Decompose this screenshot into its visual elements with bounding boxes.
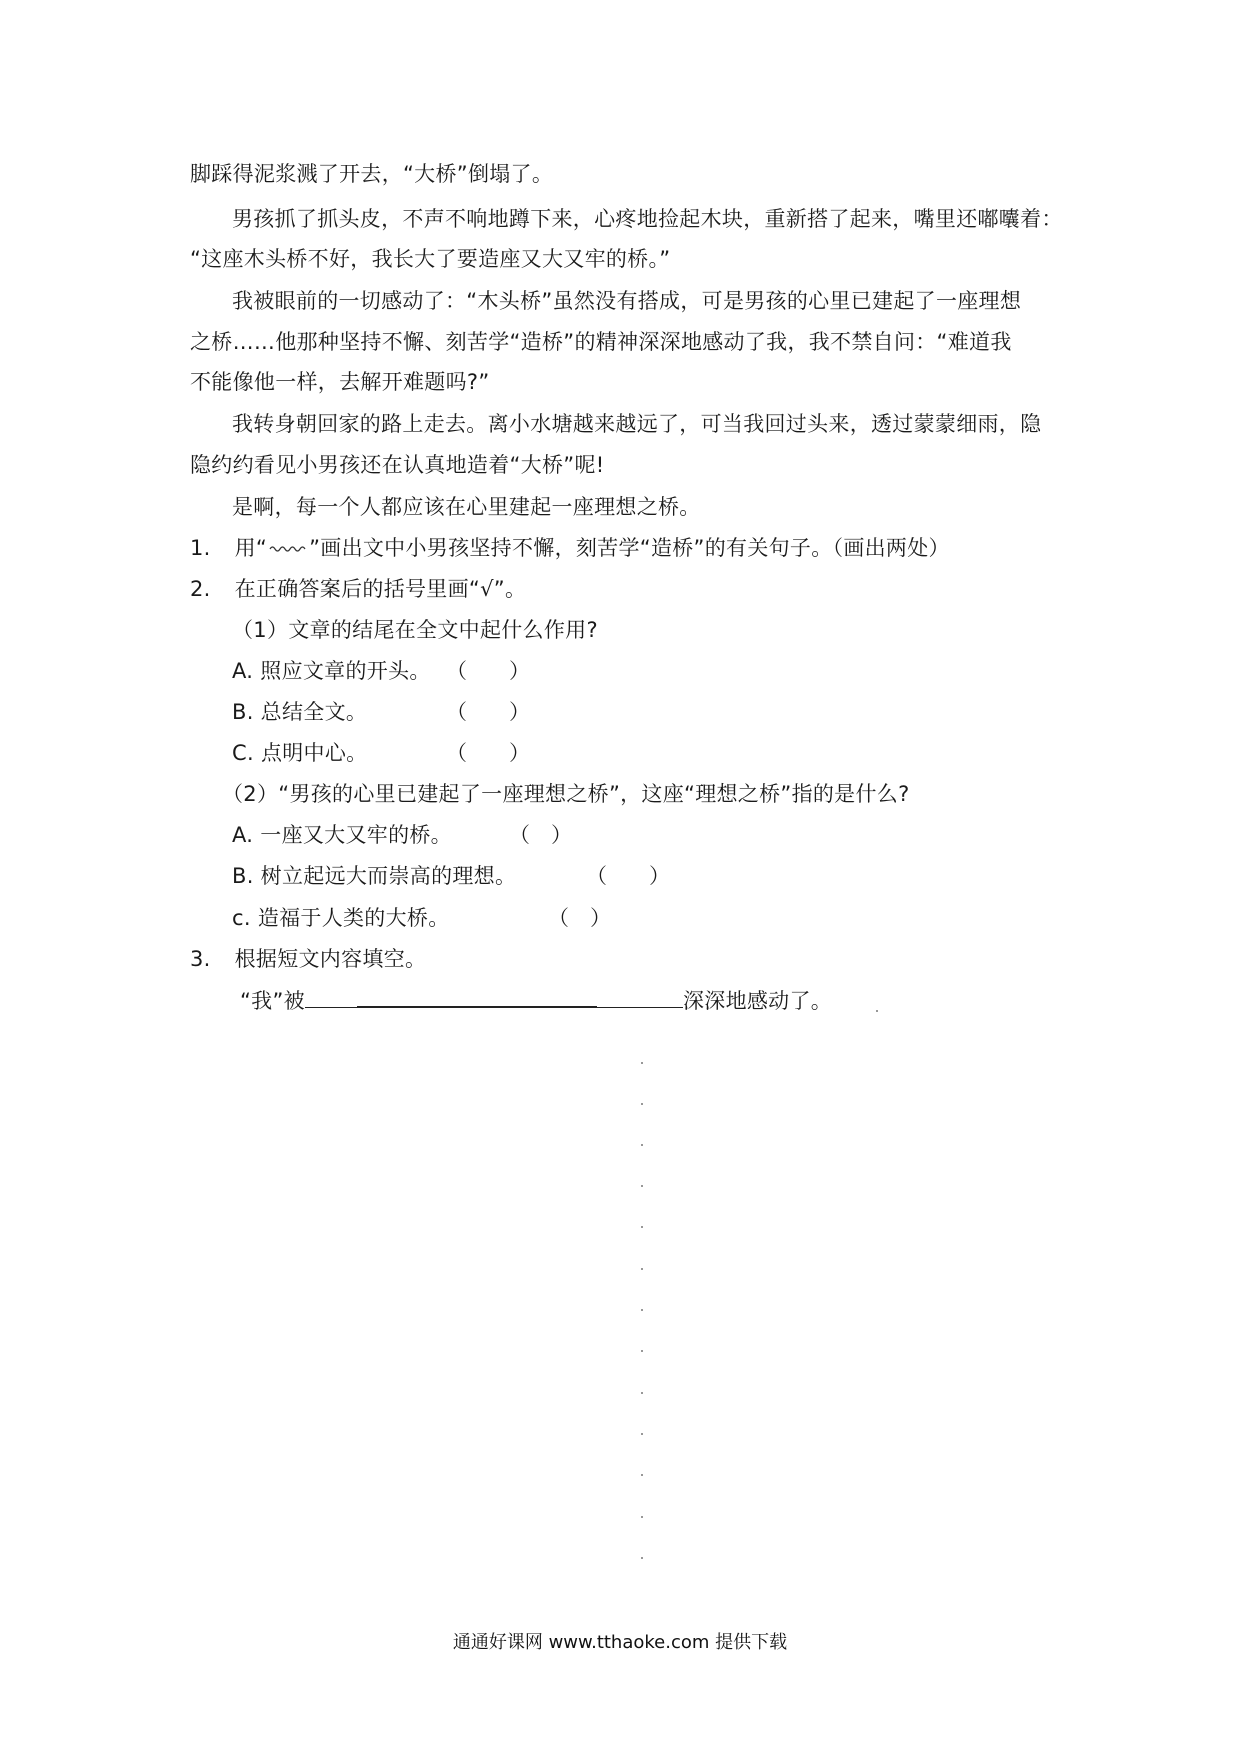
answer-paren[interactable]: （ ） — [509, 823, 572, 847]
option-c — [232, 903, 450, 933]
scan-speck — [641, 1309, 643, 1311]
wavy-underline-icon — [269, 544, 307, 554]
scan-speck — [876, 1010, 878, 1012]
option-label: c. — [232, 906, 251, 930]
scan-speck — [641, 1226, 643, 1228]
question-text-after: ”画出文中小男孩坚持不懈，刻苦学“造桥”的有关句子。（画出两处） — [309, 536, 950, 560]
answer-paren[interactable]: （ ） — [446, 741, 530, 765]
question-1 — [190, 533, 950, 563]
question-number: 1. — [190, 536, 211, 560]
question-text-before: 用“ — [234, 536, 268, 560]
scan-speck — [641, 1185, 643, 1187]
option-text: 照应文章的开头。 — [260, 659, 431, 683]
scan-speck — [641, 1062, 643, 1064]
passage-line: 是啊，每一个人都应该在心里建起一座理想之桥。 — [232, 495, 701, 519]
fill-prefix: “我”被 — [240, 989, 305, 1013]
subquestion-1: （1）文章的结尾在全文中起什么作用? — [232, 618, 598, 642]
scan-speck — [641, 1392, 643, 1394]
passage-line: 隐约约看见小男孩还在认真地造着“大桥”呢! — [190, 453, 605, 477]
fill-in-line — [240, 986, 832, 1016]
scan-speck — [641, 1433, 643, 1435]
passage-line: 我被眼前的一切感动了：“木头桥”虽然没有搭成，可是男孩的心里已建起了一座理想 — [232, 289, 1022, 313]
answer-paren[interactable]: （ ） — [548, 906, 611, 930]
option-a — [232, 656, 431, 686]
scan-speck — [641, 1350, 643, 1352]
answer-paren[interactable]: （ ） — [586, 864, 670, 888]
option-c — [232, 738, 367, 768]
passage-line: 我转身朝回家的路上走去。离小水塘越来越远了，可当我回过头来，透过蒙蒙细雨，隐 — [232, 412, 1042, 436]
scan-speck — [641, 1268, 643, 1270]
footer-credit: 通通好课网 www.tthaoke.com 提供下载 — [452, 1632, 788, 1653]
question-3 — [190, 944, 426, 974]
option-label: A. — [232, 823, 254, 847]
answer-blank[interactable] — [305, 987, 357, 1008]
passage-line: 男孩抓了抓头皮，不声不响地蹲下来，心疼地捡起木块，重新搭了起来，嘴里还嘟囔着： — [232, 207, 1063, 231]
option-label: C. — [232, 741, 254, 765]
answer-paren[interactable]: （ ） — [446, 700, 530, 724]
option-a — [232, 820, 452, 850]
answer-paren[interactable]: （ ） — [446, 659, 530, 683]
fill-suffix: 深深地感动了。 — [682, 989, 833, 1013]
question-text: 在正确答案后的括号里画“√”。 — [234, 577, 527, 601]
question-2 — [190, 574, 526, 604]
option-text: 总结全文。 — [260, 700, 368, 724]
option-label: B. — [232, 700, 254, 724]
option-label: B. — [232, 864, 254, 888]
option-b — [232, 697, 367, 727]
option-text: 点明中心。 — [260, 741, 368, 765]
option-label: A. — [232, 659, 254, 683]
scan-speck — [641, 1474, 643, 1476]
passage-line: 之桥……他那种坚持不懈、刻苦学“造桥”的精神深深地感动了我，我不禁自问：“难道我 — [190, 330, 1012, 354]
scan-speck — [641, 1516, 643, 1518]
answer-blank[interactable] — [357, 986, 597, 1008]
question-number: 3. — [190, 947, 211, 971]
passage-line: 不能像他一样，去解开难题吗?” — [190, 370, 490, 394]
passage-line: 脚踩得泥浆溅了开去，“大桥”倒塌了。 — [190, 162, 554, 186]
question-text: 根据短文内容填空。 — [234, 947, 427, 971]
passage-line: “这座木头桥不好，我长大了要造座又大又牢的桥。” — [190, 247, 671, 271]
subquestion-2: （2）“男孩的心里已建起了一座理想之桥”，这座“理想之桥”指的是什么? — [222, 782, 910, 806]
option-text: 树立起远大而崇高的理想。 — [260, 864, 517, 888]
scan-speck — [641, 1144, 643, 1146]
option-text: 一座又大又牢的桥。 — [260, 823, 452, 847]
scan-speck — [641, 1103, 643, 1105]
option-b — [232, 861, 516, 891]
question-number: 2. — [190, 577, 211, 601]
option-text: 造福于人类的大桥。 — [257, 906, 450, 930]
scan-speck — [641, 1557, 643, 1559]
answer-blank[interactable] — [597, 987, 683, 1008]
